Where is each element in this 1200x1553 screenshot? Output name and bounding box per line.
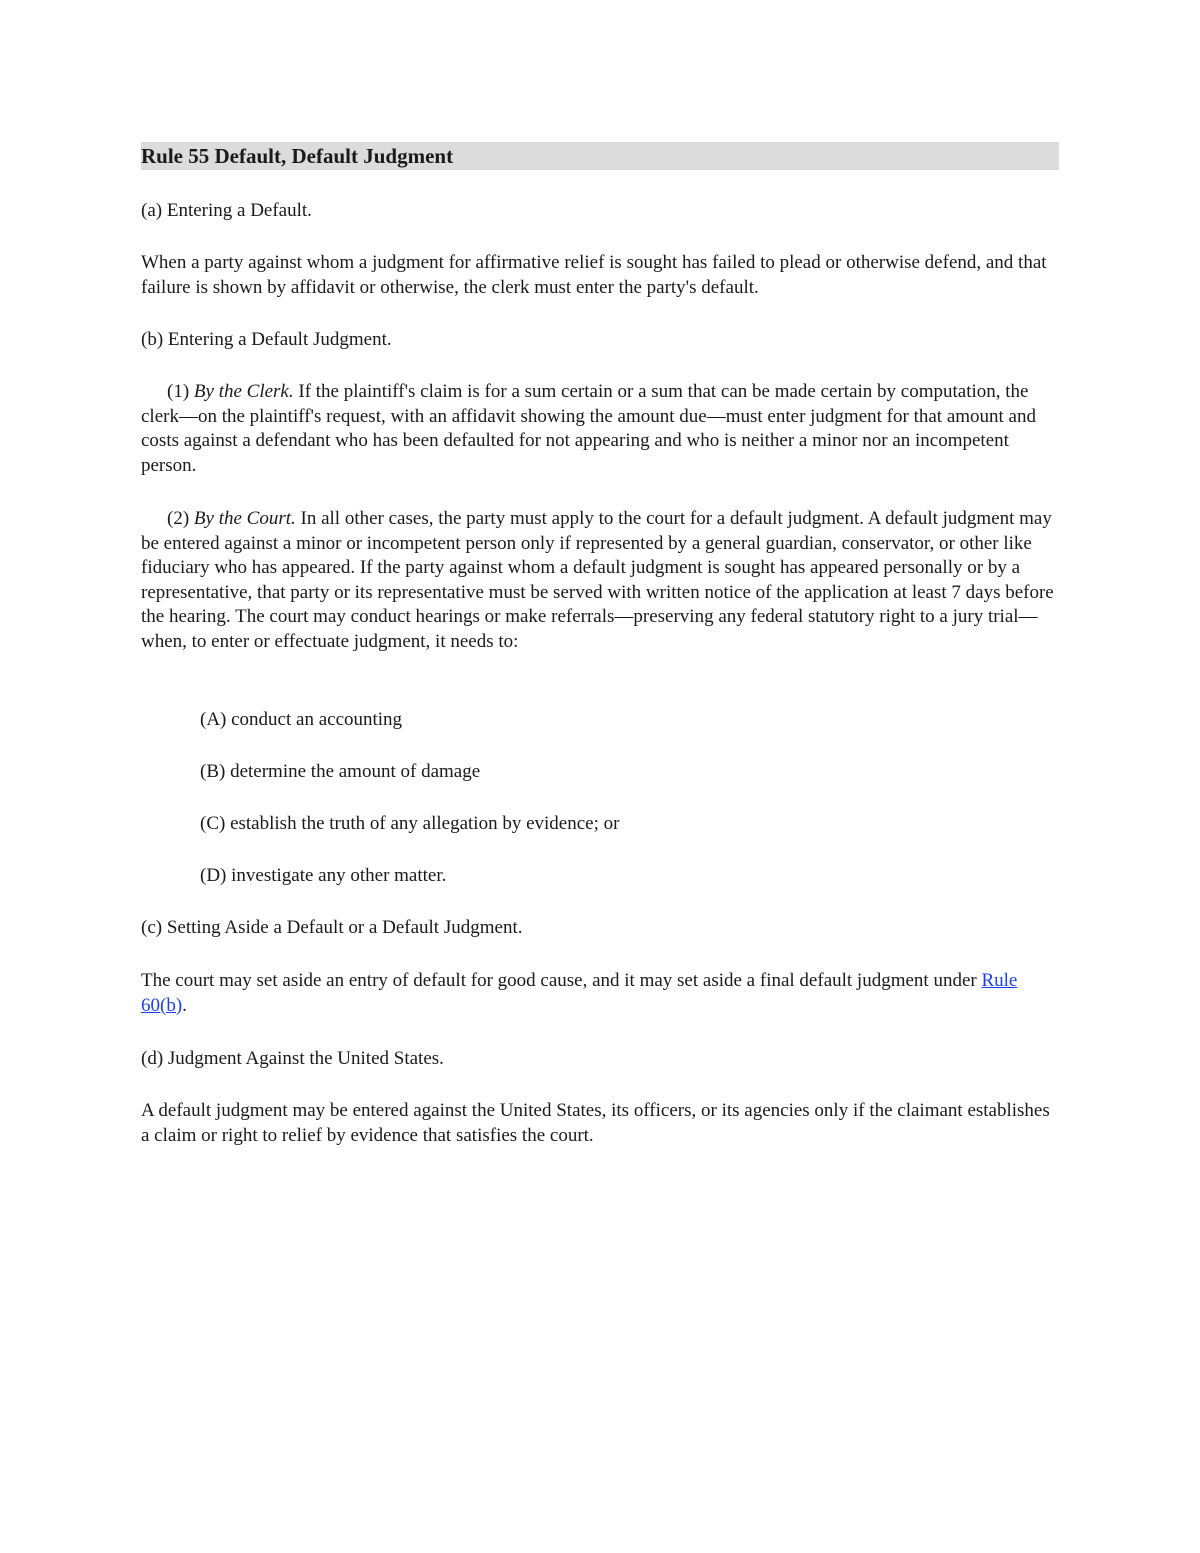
section-b-heading: (b) Entering a Default Judgment. bbox=[141, 329, 392, 350]
section-b1-text: If the plaintiff's claim is for a sum certain or a sum that can be made certain by computation, the clerk—on the plaintiff's request, with an affidavit showing the amount due—must enter judgment for that amount and costs against a defendant who has been defaulted for not appearing and who is neither a minor nor an incompetent person. bbox=[141, 381, 1036, 476]
section-b2-label: By the Court. bbox=[193, 508, 296, 529]
list-item: (C) establish the truth of any allegation by evidence; or bbox=[200, 813, 620, 834]
section-d-text: A default judgment may be entered against the United States, its officers, or its agencies only if the claimant establishes a claim or right to relief by evidence that satisfies the court. bbox=[141, 1100, 1050, 1146]
section-b1-number: (1) bbox=[167, 381, 190, 402]
section-b1-label: By the Clerk. bbox=[193, 381, 294, 402]
rule-title: Rule 55 Default, Default Judgment bbox=[141, 144, 454, 168]
list-item: (B) determine the amount of damage bbox=[200, 761, 481, 782]
section-c-text: The court may set aside an entry of default for good cause, and it may set aside a final default judgment under bbox=[141, 970, 977, 991]
section-a-text: When a party against whom a judgment for affirmative relief is sought has failed to plead or otherwise defend, and that failure is shown by affidavit or otherwise, the clerk must enter the party's default. bbox=[141, 252, 1047, 298]
section-b2-number: (2) bbox=[167, 508, 190, 529]
section-c-text-end: . bbox=[182, 994, 187, 1016]
list-item: (D) investigate any other matter. bbox=[200, 865, 447, 886]
section-b1-paragraph bbox=[141, 380, 1059, 478]
list-item: (A) conduct an accounting bbox=[200, 709, 403, 730]
section-c-heading: (c) Setting Aside a Default or a Default Judgment. bbox=[141, 917, 523, 938]
section-c-paragraph bbox=[141, 969, 1059, 1018]
section-a-heading: (a) Entering a Default. bbox=[141, 200, 312, 221]
section-b2-text: In all other cases, the party must apply to the court for a default judgment. A default judgment may be entered against a minor or incompetent person only if represented by a general guardian, conservator, or other like fiduciary who has appeared. If the party against whom a default judgment is sought has appeared personally or by a representative, that party or its representative must be served with written notice of the application at least 7 days before the hearing. The court may conduct hearings or make referrals—preserving any federal statutory right to a jury trial—when, to enter or effectuate judgment, it needs to: bbox=[141, 508, 1054, 652]
section-d-heading: (d) Judgment Against the United States. bbox=[141, 1048, 444, 1069]
rule-60b-link[interactable]: Rule 60(b) bbox=[141, 970, 1018, 1016]
section-b2-paragraph bbox=[141, 507, 1059, 655]
